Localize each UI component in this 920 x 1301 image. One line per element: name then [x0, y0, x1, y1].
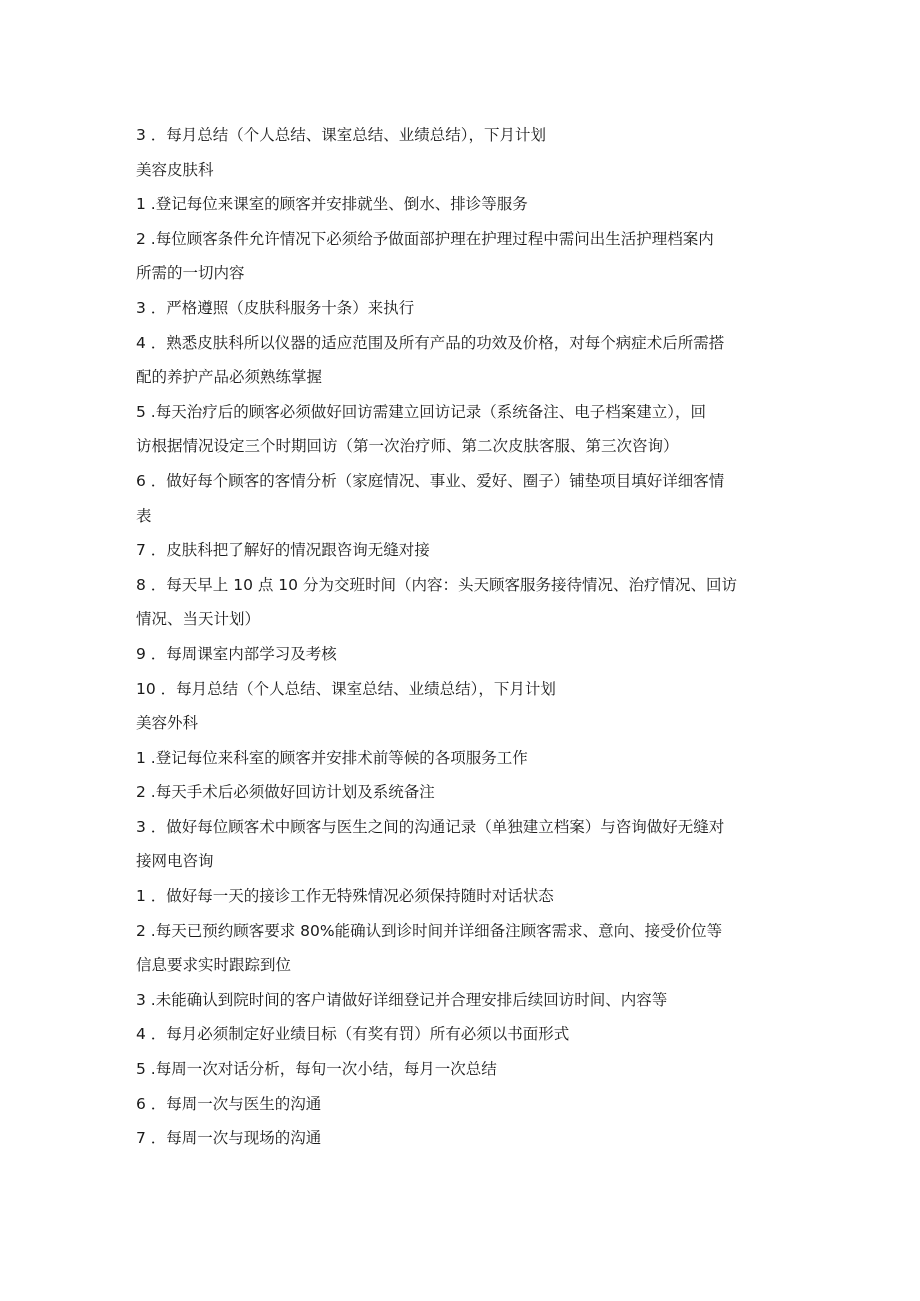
text-line: 4 ．每月必须制定好业绩目标（有奖有罚）所有必须以书面形式: [136, 1025, 570, 1044]
text-line: 1 .登记每位来科室的顾客并安排术前等候的各项服务工作: [136, 748, 528, 767]
text-line: 7 ．每周一次与现场的沟通: [136, 1129, 322, 1148]
text-line: 5 .每周一次对话分析，每旬一次小结，每月一次总结: [136, 1060, 497, 1079]
text-line: 2 .每天已预约顾客要求 80%能确认到诊时间并详细备注顾客需求、意向、接受价位等: [136, 921, 723, 940]
text-line: 3 ．严格遵照（皮肤科服务十条）来执行: [136, 298, 415, 317]
section-heading-dermatology: 美容皮肤科: [136, 160, 214, 179]
text-line: 6 ．每周一次与医生的沟通: [136, 1094, 322, 1113]
text-line: 3 ．每月总结（个人总结、课室总结、业绩总结），下月计划: [136, 126, 547, 144]
text-line: 2 .每天手术后必须做好回访计划及系统备注: [136, 783, 435, 802]
text-line: 表: [136, 506, 152, 525]
text-line: 情况、当天计划）: [136, 610, 261, 629]
section-heading-surgery: 美容外科: [136, 714, 199, 733]
text-line: 10 ．每月总结（个人总结、课室总结、业绩总结），下月计划: [136, 679, 556, 698]
text-line: 2 .每位顾客条件允许情况下必须给予做面部护理在护理过程中需问出生活护理档案内: [136, 229, 714, 248]
text-line: 信息要求实时跟踪到位: [136, 956, 292, 975]
text-line: 6 ．做好每个顾客的客情分析（家庭情况、事业、爱好、圈子）铺垫项目填好详细客情: [136, 471, 725, 490]
text-line: 配的养护产品必须熟练掌握: [136, 368, 323, 387]
text-line: 所需的一切内容: [136, 264, 245, 283]
text-line: 3 ．做好每位顾客术中顾客与医生之间的沟通记录（单独建立档案）与咨询做好无缝对: [136, 817, 725, 836]
text-line: 8 ．每天早上 10 点 10 分为交班时间（内容：头天顾客服务接待情况、治疗情况、回访: [136, 575, 737, 594]
text-line: 访根据情况设定三个时期回访（第一次治疗师、第二次皮肤客服、第三次咨询）: [136, 437, 679, 456]
text-line: 9 ．每周课室内部学习及考核: [136, 644, 337, 663]
text-line: 接网电咨询: [136, 852, 214, 871]
text-line: 5 .每天治疗后的顾客必须做好回访需建立回访记录（系统备注、电子档案建立），回: [136, 402, 706, 421]
text-line: 7 ．皮肤科把了解好的情况跟咨询无缝对接: [136, 541, 430, 560]
document-page: [136, 118, 784, 1156]
text-line: 1 .登记每位来课室的顾客并安排就坐、倒水、排诊等服务: [136, 195, 528, 214]
text-line: 3 .未能确认到院时间的客户请做好详细登记并合理安排后续回访时间、内容等: [136, 990, 668, 1009]
text-line: 1 ．做好每一天的接诊工作无特殊情况必须保持随时对话状态: [136, 887, 554, 906]
text-line: 4 ．熟悉皮肤科所以仪器的适应范围及所有产品的功效及价格，对每个病症术后所需搭: [136, 333, 725, 352]
